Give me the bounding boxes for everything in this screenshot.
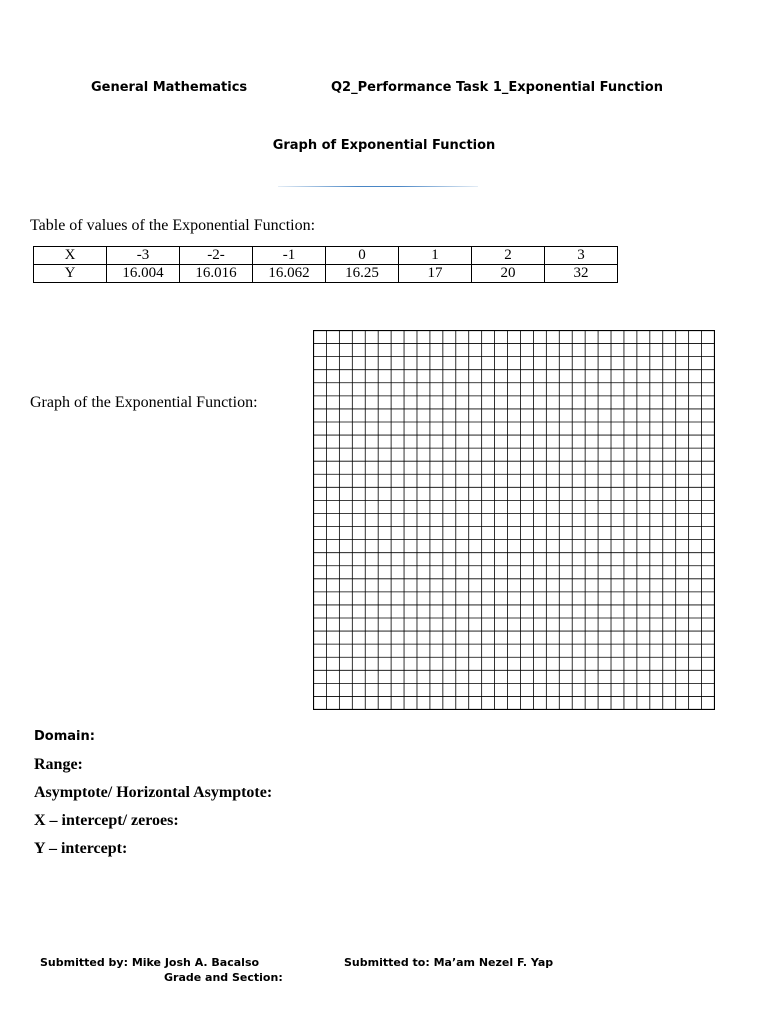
table-cell: 2: [472, 247, 545, 265]
values-table: [33, 246, 618, 283]
table-cell: -2-: [180, 247, 253, 265]
graph-label: Graph of the Exponential Function:: [30, 394, 258, 411]
task-heading: Q2_Performance Task 1_Exponential Function: [331, 80, 663, 95]
table-cell: 16.004: [107, 265, 180, 283]
range-prompt: Range:: [34, 756, 83, 773]
table-cell: 32: [545, 265, 618, 283]
table-cell: 16.016: [180, 265, 253, 283]
table-cell: 3: [545, 247, 618, 265]
subject-heading: General Mathematics: [91, 80, 248, 95]
table-cell: -3: [107, 247, 180, 265]
table-cell: 16.062: [253, 265, 326, 283]
x-intercept-prompt: X – intercept/ zeroes:: [34, 812, 179, 829]
table-cell: -1: [253, 247, 326, 265]
table-caption: Table of values of the Exponential Function:: [30, 217, 316, 234]
page-title: Graph of Exponential Function: [272, 138, 496, 153]
table-cell: 17: [399, 265, 472, 283]
table-cell: 20: [472, 265, 545, 283]
grade-and-section: Grade and Section:: [164, 971, 283, 984]
table-row-header: X: [34, 247, 107, 265]
table-row: [34, 265, 618, 283]
title-underline: [278, 186, 478, 187]
submitted-to: Submitted to: Ma’am Nezel F. Yap: [344, 956, 554, 969]
y-intercept-prompt: Y – intercept:: [34, 840, 128, 857]
table-cell: 16.25: [326, 265, 399, 283]
table-row-header: Y: [34, 265, 107, 283]
graph-grid: [313, 330, 715, 710]
domain-prompt: Domain:: [34, 729, 95, 744]
submitted-by: Submitted by: Mike Josh A. Bacalso: [40, 956, 260, 969]
table-cell: 1: [399, 247, 472, 265]
asymptote-prompt: Asymptote/ Horizontal Asymptote:: [34, 784, 273, 801]
table-row: [34, 247, 618, 265]
table-cell: 0: [326, 247, 399, 265]
